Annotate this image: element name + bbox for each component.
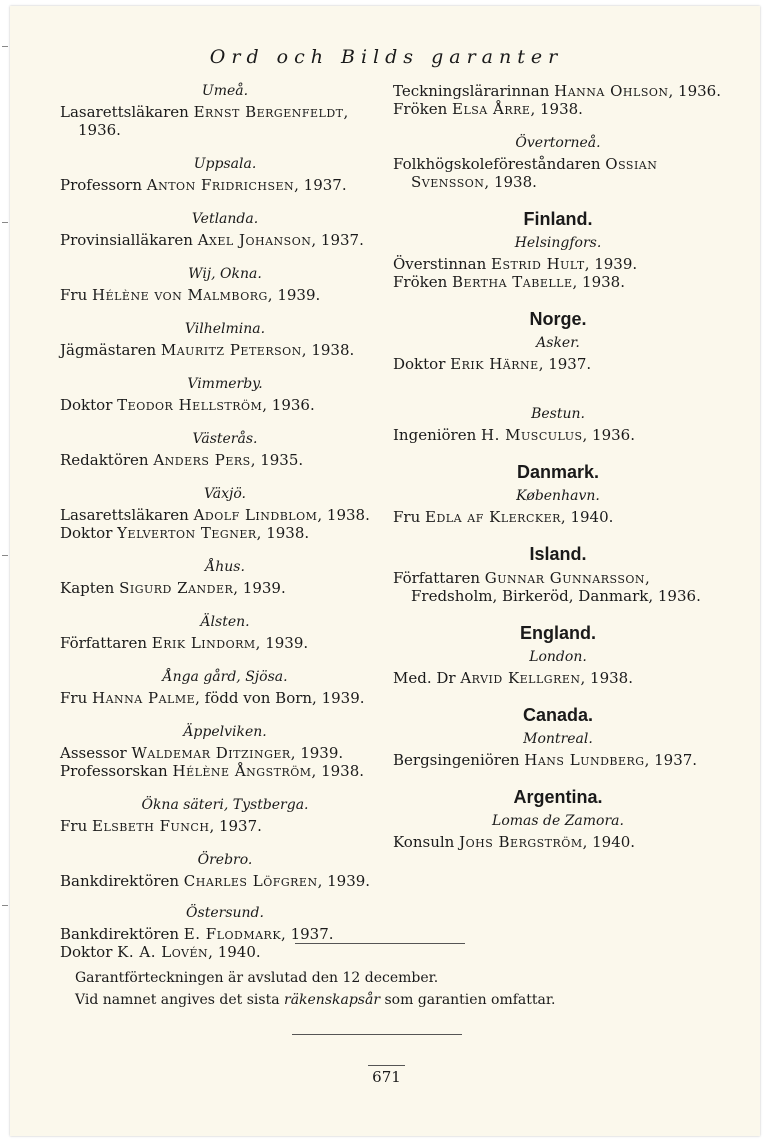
entry-group <box>393 309 723 373</box>
guarantor-entry <box>60 817 390 835</box>
entry-year: , 1938. <box>530 100 583 118</box>
guarantor-entry <box>60 176 390 194</box>
entry-group <box>60 375 390 414</box>
guarantor-entry <box>60 634 390 652</box>
title-text: Författaren <box>393 569 485 587</box>
entry-year: , född von Born, 1939. <box>195 689 365 707</box>
guarantor-name: Adolf Lindblom <box>193 506 318 524</box>
entry-group <box>60 723 390 780</box>
place-heading: Ånga gård, Sjösa. <box>162 669 288 685</box>
right-column <box>393 82 723 869</box>
guarantor-entry <box>393 273 723 291</box>
entry-year: , 1937. <box>209 817 262 835</box>
guarantor-entry <box>393 155 723 191</box>
guarantor-name: Hanna Palme <box>92 689 196 707</box>
entry-group <box>393 705 723 769</box>
entry-year: , 1939. <box>317 872 371 890</box>
entry-year: , 1935. <box>250 451 304 469</box>
guarantor-name: Ossian Svensson <box>411 155 658 191</box>
place-heading: Västerås. <box>192 431 258 447</box>
guarantor-name: Hanna Ohlson <box>554 82 669 100</box>
guarantor-name: Axel Johanson <box>197 231 312 249</box>
entry-group <box>393 623 723 687</box>
title-text: Kapten <box>60 579 120 597</box>
guarantor-name: Teodor Hellström <box>117 396 263 414</box>
guarantor-entry <box>60 396 390 414</box>
entry-group <box>393 209 723 291</box>
guarantor-entry <box>393 82 723 100</box>
guarantor-name: Waldemar Ditzinger <box>131 744 291 762</box>
entry-group <box>393 405 723 444</box>
guarantor-name: Yelverton Tegner <box>117 524 257 542</box>
place-heading: London. <box>529 649 587 665</box>
country-heading: Norge. <box>529 309 587 329</box>
title-text: Doktor <box>60 524 118 542</box>
place-heading: Östersund. <box>186 905 264 921</box>
country-heading: Danmark. <box>516 462 600 482</box>
entry-year: , 1939. <box>267 286 321 304</box>
title-text: Fröken <box>393 100 453 118</box>
guarantor-name: Sigurd Zander <box>119 579 234 597</box>
guarantor-name: Edla af Klercker <box>425 508 561 526</box>
title-text: Professorskan <box>60 762 173 780</box>
entry-year: , 1940. <box>208 943 261 961</box>
entry-group <box>60 430 390 469</box>
guarantor-entry <box>60 943 390 961</box>
place-heading: Övertorneå. <box>515 135 601 151</box>
title-text: Folkhögskoleföreståndaren <box>393 155 606 173</box>
guarantor-name: H. Musculus <box>481 426 583 444</box>
title-text: Provinsialläkaren <box>60 231 198 249</box>
place-heading: Växjö. <box>203 486 247 502</box>
entry-year: , 1940. <box>582 833 636 851</box>
entry-group <box>60 265 390 304</box>
page-title: Ord och Bilds garanter <box>209 46 564 68</box>
entry-group <box>60 155 390 194</box>
entry-group <box>393 134 723 191</box>
page-number: 671 <box>0 1068 773 1086</box>
guarantor-name: Arvid Kellgren <box>460 669 581 687</box>
place-heading: Åhus. <box>205 559 245 575</box>
entry-year: , 1938. <box>572 273 625 291</box>
title-text: Doktor <box>60 396 118 414</box>
place-heading: Äppelviken. <box>183 724 267 740</box>
entry-year: , 1938. <box>301 341 355 359</box>
entry-year: , 1936. <box>582 426 635 444</box>
entry-group <box>393 787 723 851</box>
entry-group <box>60 320 390 359</box>
guarantor-name: K. A. Lovén <box>117 943 209 961</box>
entry-year: , 1939. <box>255 634 309 652</box>
left-column <box>60 82 390 975</box>
entry-year: , 1939. <box>290 744 344 762</box>
place-heading: København. <box>516 488 600 504</box>
guarantor-entry <box>393 508 723 526</box>
entry-year: , 1937. <box>311 231 364 249</box>
guarantor-name: Elsbeth Funch <box>92 817 210 835</box>
guarantor-entry <box>393 833 723 851</box>
guarantor-entry <box>393 355 723 373</box>
place-heading: Asker. <box>536 335 580 351</box>
guarantor-entry <box>60 341 390 359</box>
title-text: Bergsingeniören <box>393 751 525 769</box>
country-heading: Finland. <box>523 209 593 229</box>
entry-group <box>393 544 723 605</box>
guarantor-name: Estrid Hult <box>491 255 585 273</box>
guarantor-name: Gunnar Gunnarsson <box>484 569 646 587</box>
title-text: Fru <box>60 286 93 304</box>
guarantor-entry <box>60 524 390 542</box>
guarantor-entry <box>393 100 723 118</box>
guarantor-name: Bertha Tabelle <box>452 273 573 291</box>
title-text: Författaren <box>60 634 152 652</box>
guarantor-entry <box>393 255 723 273</box>
title-text: Fru <box>393 508 426 526</box>
entry-group <box>60 558 390 597</box>
entry-year: , 1937. <box>644 751 698 769</box>
place-heading: Montreal. <box>523 731 593 747</box>
entry-group <box>60 796 390 835</box>
guarantor-name: Erik Härne <box>450 355 539 373</box>
edge-mark <box>2 222 8 223</box>
entry-group <box>60 904 390 961</box>
guarantor-name: Erik Lindorm <box>151 634 256 652</box>
guarantor-name: Ernst Bergenfeldt <box>193 103 344 121</box>
place-heading: Vilhelmina. <box>184 321 266 337</box>
footer-line-1: Garantförteckningen är avslutad den 12 december. <box>75 970 439 986</box>
guarantor-name: Hélène Ångström <box>172 762 312 780</box>
title-text: Fru <box>60 689 93 707</box>
title-text: Professorn <box>60 176 147 194</box>
edge-mark <box>2 555 8 556</box>
entry-year: , 1936. <box>262 396 315 414</box>
entry-group <box>60 851 390 890</box>
place-heading: Helsingfors. <box>514 235 602 251</box>
entry-group <box>60 668 390 707</box>
title-text: Doktor <box>393 355 451 373</box>
title-text: Assessor <box>60 744 132 762</box>
entry-group <box>60 485 390 542</box>
title-text: Redaktören <box>60 451 154 469</box>
title-text: Överstinnan <box>393 255 492 273</box>
entry-year: , 1937. <box>281 925 334 943</box>
entry-group <box>60 82 390 139</box>
entry-year: , 1938. <box>317 506 370 524</box>
edge-mark <box>2 905 8 906</box>
guarantor-entry <box>60 744 390 762</box>
title-text: Med. Dr <box>393 669 461 687</box>
entry-year: , 1938. <box>484 173 537 191</box>
title-text: Ingeniören <box>393 426 482 444</box>
place-heading: Bestun. <box>531 406 585 422</box>
title-text: Bankdirektören <box>60 872 184 890</box>
entry-year: , 1940. <box>560 508 614 526</box>
guarantor-name: Elsa Årre <box>452 100 531 118</box>
country-heading: Argentina. <box>513 787 603 807</box>
guarantor-name: Mauritz Peterson <box>160 341 302 359</box>
guarantor-entry <box>393 569 723 605</box>
entry-year: , 1936. <box>78 103 349 139</box>
entry-group <box>393 462 723 526</box>
guarantor-entry <box>393 669 723 687</box>
country-heading: England. <box>520 623 596 643</box>
guarantor-entry <box>60 872 390 890</box>
guarantor-name: E. Flodmark <box>183 925 282 943</box>
guarantor-entry <box>60 925 390 943</box>
divider-rule <box>295 943 465 944</box>
title-text: Fru <box>60 817 93 835</box>
title-text: Lasarettsläkaren <box>60 103 194 121</box>
guarantor-entry <box>60 451 390 469</box>
guarantor-entry <box>393 751 723 769</box>
guarantor-entry <box>60 286 390 304</box>
guarantor-entry <box>60 762 390 780</box>
entry-group <box>60 210 390 249</box>
entry-group <box>60 613 390 652</box>
title-text: Fröken <box>393 273 453 291</box>
title-text: Teckningslärarinnan <box>393 82 555 100</box>
entry-year: , Fredsholm, Birkeröd, Danmark, 1936. <box>411 569 701 605</box>
place-heading: Örebro. <box>197 852 253 868</box>
guarantor-name: Hélène von Malmborg <box>92 286 268 304</box>
entry-group <box>393 82 723 118</box>
entry-year: , 1939. <box>584 255 638 273</box>
place-heading: Wij, Okna. <box>188 266 262 282</box>
place-heading: Ökna säteri, Tystberga. <box>141 797 309 813</box>
guarantor-entry <box>60 103 390 139</box>
country-heading: Island. <box>529 544 587 564</box>
title-text: Bankdirektören <box>60 925 184 943</box>
title-text: Konsuln <box>393 833 460 851</box>
guarantor-name: Johs Bergström <box>459 833 583 851</box>
title-text: Doktor <box>60 943 118 961</box>
entry-year: , 1938. <box>311 762 365 780</box>
footer-line-2: Vid namnet angives det sista räkenskapsår som garantien omfattar. <box>75 992 556 1008</box>
guarantor-entry <box>60 579 390 597</box>
entry-year: , 1936. <box>668 82 721 100</box>
footer-note <box>75 967 695 1011</box>
guarantor-name: Hans Lundberg <box>524 751 645 769</box>
title-text: Jägmästaren <box>60 341 161 359</box>
divider-rule <box>292 1034 462 1035</box>
guarantor-entry <box>60 231 390 249</box>
guarantor-entry <box>393 426 723 444</box>
entry-year: , 1938. <box>580 669 633 687</box>
place-heading: Lomas de Zamora. <box>492 813 624 829</box>
guarantor-entry <box>60 506 390 524</box>
guarantor-name: Charles Löfgren <box>183 872 318 890</box>
entry-year: , 1937. <box>294 176 347 194</box>
entry-year: , 1937. <box>538 355 592 373</box>
place-heading: Uppsala. <box>193 156 257 172</box>
place-heading: Älsten. <box>200 614 250 630</box>
guarantor-entry <box>60 689 390 707</box>
place-heading: Vetlanda. <box>191 211 259 227</box>
country-heading: Canada. <box>522 705 594 725</box>
place-heading: Umeå. <box>201 83 249 99</box>
guarantor-name: Anton Fridrichsen <box>146 176 295 194</box>
guarantor-name: Anders Pers <box>153 451 251 469</box>
title-text: Lasarettsläkaren <box>60 506 194 524</box>
entry-year: , 1939. <box>233 579 286 597</box>
place-heading: Vimmerby. <box>187 376 263 392</box>
entry-year: , 1938. <box>256 524 310 542</box>
